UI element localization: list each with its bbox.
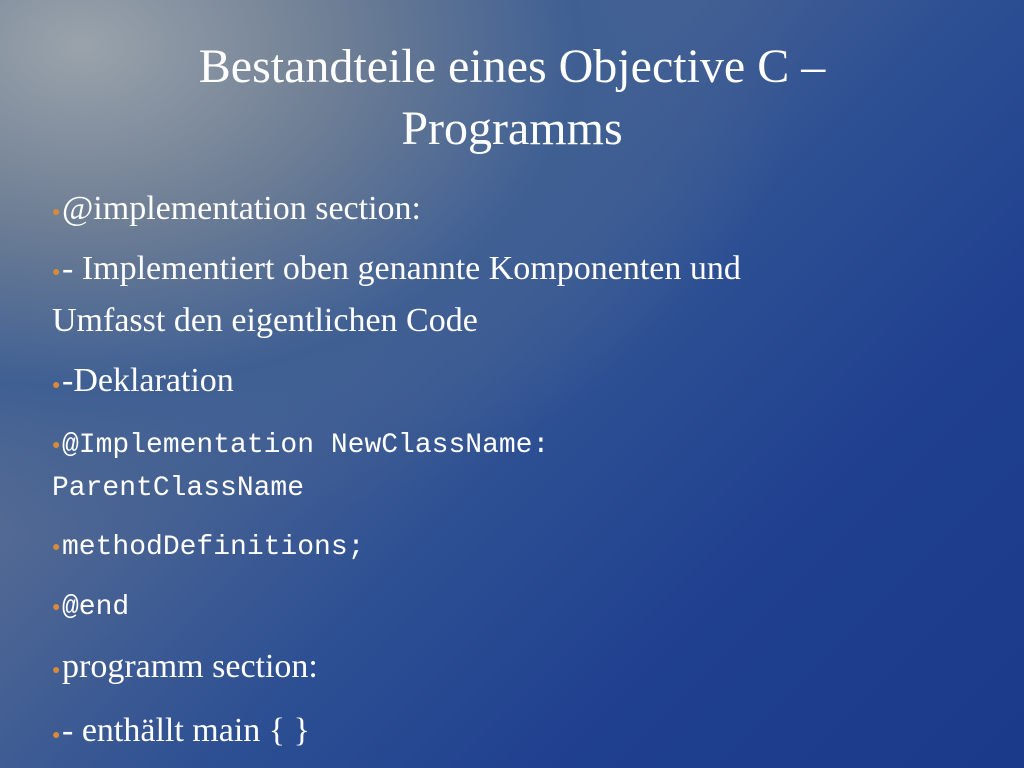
list-item-code-continued: ParentClassName [52,472,305,504]
list-item-code: @Implementation NewClassName: [62,429,550,461]
bullet-icon: ● [52,205,61,221]
slide-title [0,36,1024,160]
slide-title-line-2: Programms [401,102,623,155]
slide-title-line-1: Bestandteile eines Objective C – [198,40,826,93]
bullet-icon: ● [52,377,61,393]
bullet-icon: ● [52,727,61,743]
bullet-icon: ● [52,600,61,617]
list-item [52,423,992,510]
list-item [52,706,992,758]
list-item [52,356,992,408]
bullet-icon: ● [52,265,61,281]
list-item-code: @end [62,592,130,624]
bullet-list [52,184,992,759]
list-item-text: programm section: [62,648,318,686]
list-item-text: -Deklaration [62,362,234,400]
bullet-icon: ● [52,663,61,679]
list-item [52,184,992,236]
list-item [52,642,992,694]
bullet-icon: ● [52,539,61,556]
list-item [52,525,992,569]
list-item-code: methodDefinitions; [62,531,365,563]
list-item-text: - Implementiert oben genannte Komponenten und [62,250,741,288]
list-item [52,585,992,629]
list-item-text: - enthällt main { } [62,712,310,750]
list-item-text: @implementation section: [62,190,421,227]
list-item-text-continued: Umfasst den eigentlichen Code [52,302,478,340]
bullet-icon: ● [52,437,61,454]
list-item [52,244,992,346]
